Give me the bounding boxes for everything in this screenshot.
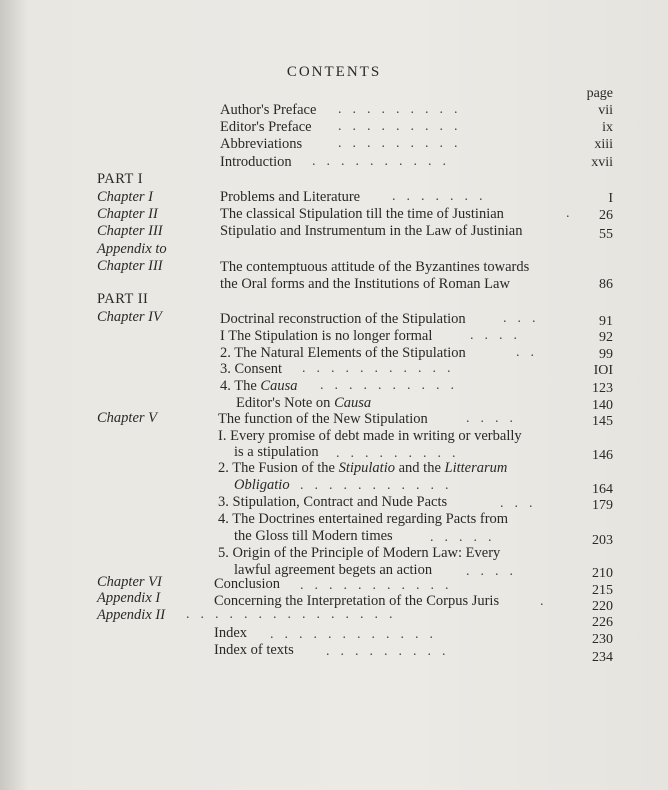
page-number: 55 [599, 227, 613, 242]
leader-dots: ... [503, 311, 547, 326]
subentry-number: 2. [218, 460, 229, 476]
page-number: vii [598, 103, 613, 118]
leader-dots: . [566, 206, 581, 221]
toc-subentry-promise-cont: is a stipulation [234, 444, 319, 460]
toc-entry-editors-preface: Editor's Preface [220, 119, 312, 135]
page-number: 234 [592, 650, 613, 665]
toc-entry-function: The function of the New Stipulation [218, 411, 428, 427]
leader-dots: ..... [430, 530, 503, 545]
page-title: CONTENTS [286, 64, 382, 80]
toc-entry-contempt-cont: the Oral forms and the Institutions of Roman Law [220, 276, 510, 292]
subentry-text: Stipulation, Contract and Nude Pacts [232, 494, 448, 510]
page-number: 140 [592, 398, 613, 413]
chapter-label: Appendix to [97, 241, 167, 257]
page-column-header: page [586, 86, 613, 101]
toc-subentry-fusion [218, 460, 507, 477]
leader-dots: ... [500, 496, 544, 511]
subentry-text: The Natural Elements of the Stipulation [234, 345, 466, 361]
subentry-italic: Stipulatio [338, 460, 395, 476]
chapter-label: Chapter V [97, 410, 158, 426]
chapter-label: Chapter II [97, 206, 158, 222]
leader-dots: .. [516, 345, 545, 360]
toc-subentry-no-longer [220, 328, 432, 345]
leader-dots: .... [466, 411, 524, 426]
subentry-text: The [234, 378, 257, 394]
page-number: 215 [592, 583, 613, 598]
subentry-number: 4. [218, 511, 229, 527]
subentry-text: Every promise of debt made in writing or verbally [230, 428, 522, 444]
page-number: 99 [599, 347, 613, 362]
page-number: 226 [592, 615, 613, 630]
toc-entry-conclusion: Conclusion [214, 576, 281, 592]
toc-subentry-origin-cont: lawful agreement begets an action [234, 562, 433, 578]
page-number: 91 [599, 314, 613, 329]
toc-entry-classical: The classical Stipulation till the time of Justinian [220, 206, 504, 222]
subentry-number: I [220, 328, 225, 344]
page-number: xiii [594, 137, 613, 152]
leader-dots: ......... [338, 136, 469, 151]
leader-dots: .......... [320, 378, 465, 393]
page-number: ix [602, 120, 613, 135]
subentry-text: Editor's Note on [236, 395, 331, 411]
page-number: I [608, 191, 613, 206]
subentry-italic: Obligatio [234, 477, 290, 493]
toc-entry-doctrinal: Doctrinal reconstruction of the Stipulation [220, 311, 466, 327]
subentry-number: 2. [220, 345, 231, 361]
page-number: 92 [599, 330, 613, 345]
page-number: 164 [592, 482, 613, 497]
subentry-text: The Fusion of the [232, 460, 335, 476]
leader-dots: . [540, 594, 555, 609]
toc-subentry-causa [220, 378, 298, 395]
subentry-number: 3. [220, 361, 231, 377]
leader-dots: ......... [336, 446, 467, 461]
chapter-label: Chapter I [97, 189, 153, 205]
page-number: 210 [592, 566, 613, 581]
leader-dots: ....... [392, 189, 494, 204]
page-number: 220 [592, 599, 613, 614]
leader-dots: ........... [300, 478, 460, 493]
toc-entry-introduction: Introduction [220, 154, 292, 170]
toc-subentry-natural [220, 345, 466, 362]
leader-dots: ......... [338, 102, 469, 117]
toc-entry-index: Index [214, 625, 248, 641]
subentry-number: I. [218, 428, 227, 444]
page-number: 179 [592, 498, 613, 513]
subentry-text: The Stipulation is no longer formal [228, 328, 433, 344]
subentry-number: 3. [218, 494, 229, 510]
chapter-label: Chapter III [97, 258, 163, 274]
subentry-text: Origin of the Principle of Modern Law: Every [232, 545, 501, 561]
page-number: 86 [599, 277, 613, 292]
page-number: 230 [592, 632, 613, 647]
toc-subentry-promise [218, 428, 522, 445]
toc-entry-corpus: Concerning the Interpretation of the Corpus Juris [214, 593, 500, 609]
chapter-label: Chapter III [97, 223, 163, 239]
subentry-text: Consent [234, 361, 283, 377]
leader-dots: ........... [300, 578, 460, 593]
page-number: 123 [592, 381, 613, 396]
toc-entry-index-texts: Index of texts [214, 642, 294, 658]
toc-subentry-doctrines [218, 511, 508, 528]
page-number: IOI [593, 363, 613, 378]
subentry-italic: Causa [334, 395, 372, 411]
toc-subentry-doctrines-cont: the Gloss till Modern times [234, 528, 393, 544]
chapter-label: Appendix I [97, 590, 161, 606]
page-number: 146 [592, 448, 613, 463]
page-number: 145 [592, 414, 613, 429]
toc-subentry-note [236, 395, 371, 412]
leader-dots: .... [470, 328, 528, 343]
subentry-text: and the [398, 460, 441, 476]
toc-subentry-contract [218, 494, 447, 511]
leader-dots: .... [466, 564, 524, 579]
toc-subentry-fusion-cont [234, 477, 290, 494]
page-number: xvii [591, 155, 613, 170]
leader-dots: .......... [312, 154, 457, 169]
leader-dots: ............ [270, 627, 444, 642]
part-label: PART I [97, 171, 144, 187]
page-number: 203 [592, 533, 613, 548]
chapter-label: Chapter VI [97, 574, 162, 590]
subentry-italic: Causa [260, 378, 298, 394]
leader-dots: ............... [186, 607, 404, 622]
leader-dots: ......... [338, 119, 469, 134]
subentry-number: 5. [218, 545, 229, 561]
toc-subentry-origin [218, 545, 500, 562]
leader-dots: ......... [326, 644, 457, 659]
chapter-label: Chapter IV [97, 309, 162, 325]
toc-entry-authors-preface: Author's Preface [220, 102, 317, 118]
chapter-label: Appendix II [97, 607, 166, 623]
toc-entry-abbreviations: Abbreviations [220, 136, 303, 152]
part-label: PART II [97, 291, 149, 307]
toc-subentry-consent [220, 361, 282, 378]
leader-dots: ........... [302, 361, 462, 376]
toc-entry-stipulatio: Stipulatio and Instrumentum in the Law of Justinian [220, 223, 523, 239]
page-number: 26 [599, 208, 613, 223]
toc-entry-problems: Problems and Literature [220, 189, 361, 205]
subentry-text: The Doctrines entertained regarding Pacts from [232, 511, 509, 527]
subentry-italic: Litterarum [444, 460, 508, 476]
toc-entry-contempt: The contemptuous attitude of the Byzantines towards [220, 259, 530, 275]
subentry-number: 4. [220, 378, 231, 394]
